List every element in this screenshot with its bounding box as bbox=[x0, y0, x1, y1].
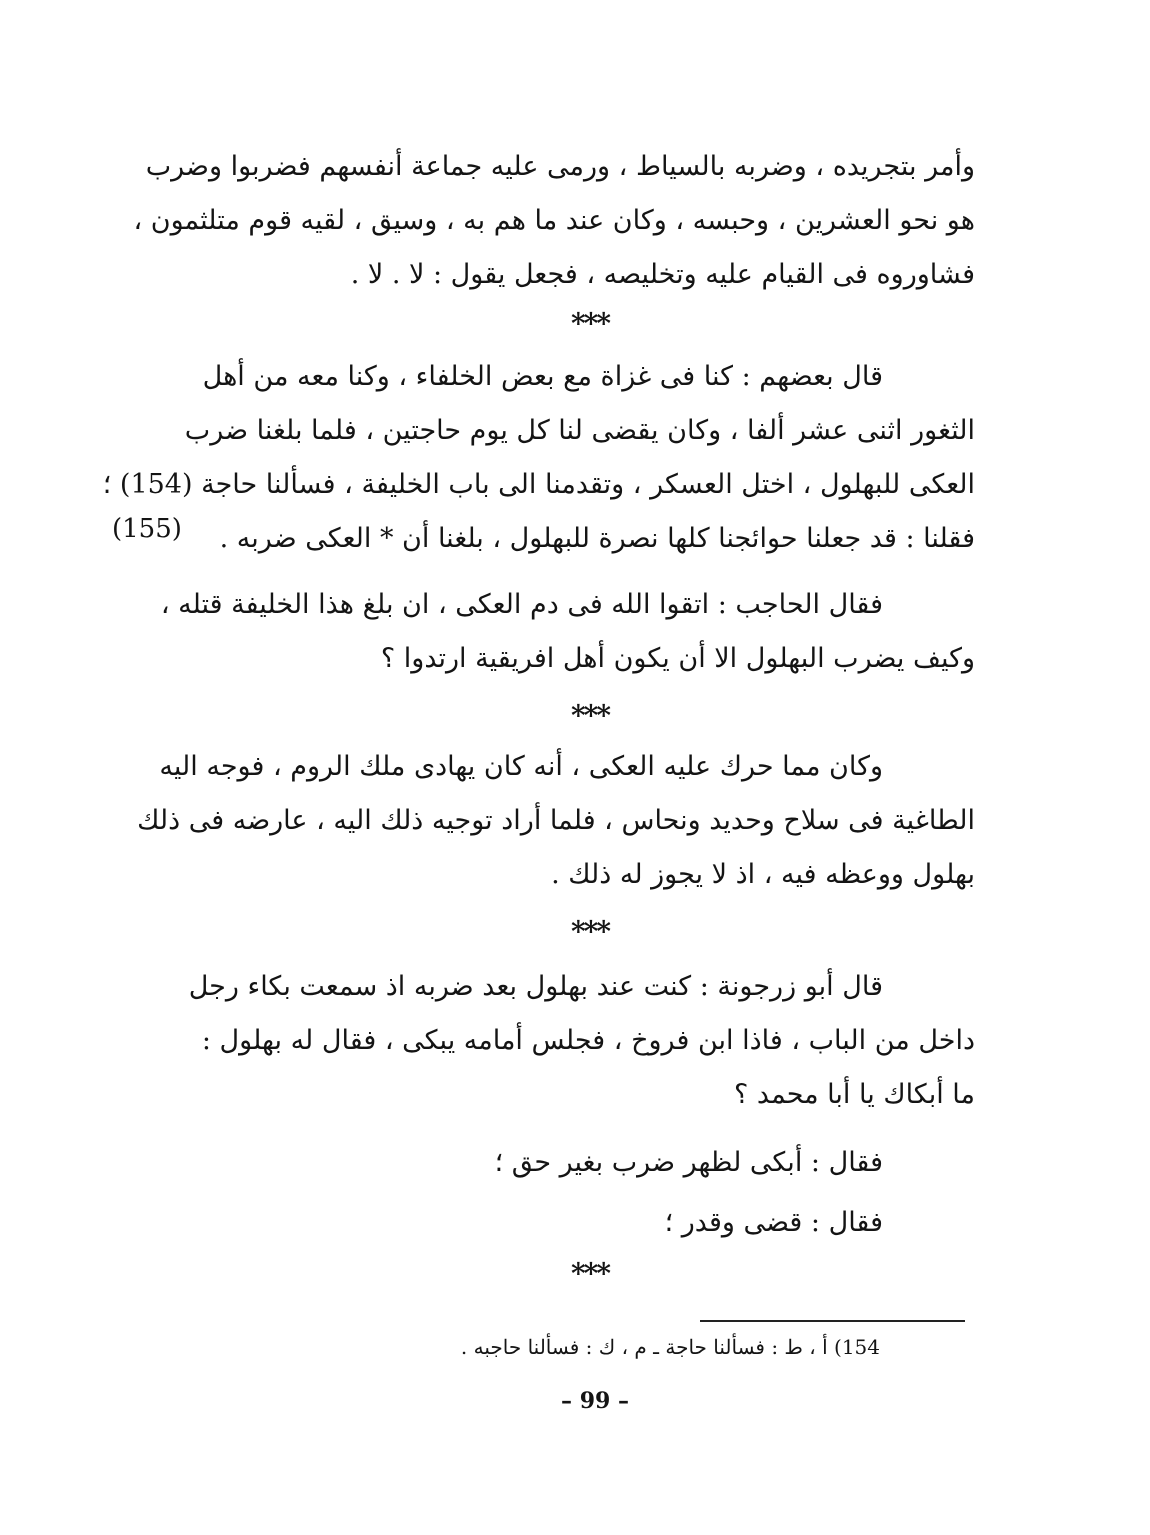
footnote: 154) أ ، ط : فسألنا حاجة ـ م ، ك : فسألنا حاجبه . bbox=[460, 1335, 880, 1359]
paragraph-6 bbox=[215, 1136, 975, 1190]
text-line: ما أبكاك يا أبا محمد ؟ bbox=[734, 1079, 975, 1110]
paragraph-5 bbox=[188, 960, 975, 1122]
text-line: داخل من الباب ، فاذا ابن فروخ ، فجلس أمامه يبكى ، فقال له بهلول : bbox=[201, 1025, 975, 1056]
text-line: الثغور اثنى عشر ألفا ، وكان يقضى لنا كل يوم حاجتين ، فلما بلغنا ضرب bbox=[184, 415, 975, 446]
text-line: بهلول ووعظه فيه ، اذ لا يجوز له ذلك . bbox=[551, 859, 975, 890]
text-line: قال بعضهم : كنا فى غزاة مع بعض الخلفاء ، وكنا معه من أهل bbox=[202, 361, 883, 392]
text-line: هو نحو العشرين ، وحبسه ، وكان عند ما هم به ، وسيق ، لقيه قوم متلثمون ، bbox=[133, 205, 975, 236]
text-line: قال أبو زرجونة : كنت عند بهلول بعد ضربه اذ سمعت بكاء رجل bbox=[188, 971, 883, 1002]
footnote-divider bbox=[700, 1320, 965, 1322]
text-line: فشاوروه فى القيام عليه وتخليصه ، فجعل يقول : لا . لا . bbox=[350, 259, 975, 290]
text-line: فقال الحاجب : اتقوا الله فى دم العكى ، ان بلغ هذا الخليفة قتله ، bbox=[160, 589, 883, 620]
text-line: فقال : قضى وقدر ؛ bbox=[664, 1207, 883, 1238]
paragraph-7 bbox=[215, 1196, 975, 1250]
text-line: وأمر بتجريده ، وضربه بالسياط ، ورمى عليه جماعة أنفسهم فضربوا وضرب bbox=[145, 151, 975, 182]
text-line: فقال : أبكى لظهر ضرب بغير حق ؛ bbox=[494, 1147, 883, 1178]
text-line: فقلنا : قد جعلنا حوائجنا كلها نصرة للبهلول ، بلغنا أن * العكى ضربه . bbox=[219, 523, 975, 554]
text-line: وكان مما حرك عليه العكى ، أنه كان يهادى ملك الروم ، فوجه اليه bbox=[159, 751, 883, 782]
paragraph-4 bbox=[137, 740, 975, 902]
section-separator: *** bbox=[571, 915, 609, 948]
section-separator: *** bbox=[571, 699, 609, 732]
section-separator: *** bbox=[571, 307, 609, 340]
text-line: وكيف يضرب البهلول الا أن يكون أهل افريقية ارتدوا ؟ bbox=[380, 643, 975, 674]
paragraph-1 bbox=[133, 140, 975, 302]
section-separator: *** bbox=[571, 1257, 609, 1290]
paragraph-3 bbox=[160, 578, 975, 686]
page-number: – 99 – bbox=[561, 1388, 629, 1414]
margin-page-reference: (155) bbox=[112, 514, 182, 544]
text-line: الطاغية فى سلاح وحديد ونحاس ، فلما أراد توجيه ذلك اليه ، عارضه فى ذلك bbox=[137, 805, 975, 836]
text-line: العكى للبهلول ، اختل العسكر ، وتقدمنا الى باب الخليفة ، فسألنا حاجة (154) ؛ bbox=[102, 469, 975, 500]
